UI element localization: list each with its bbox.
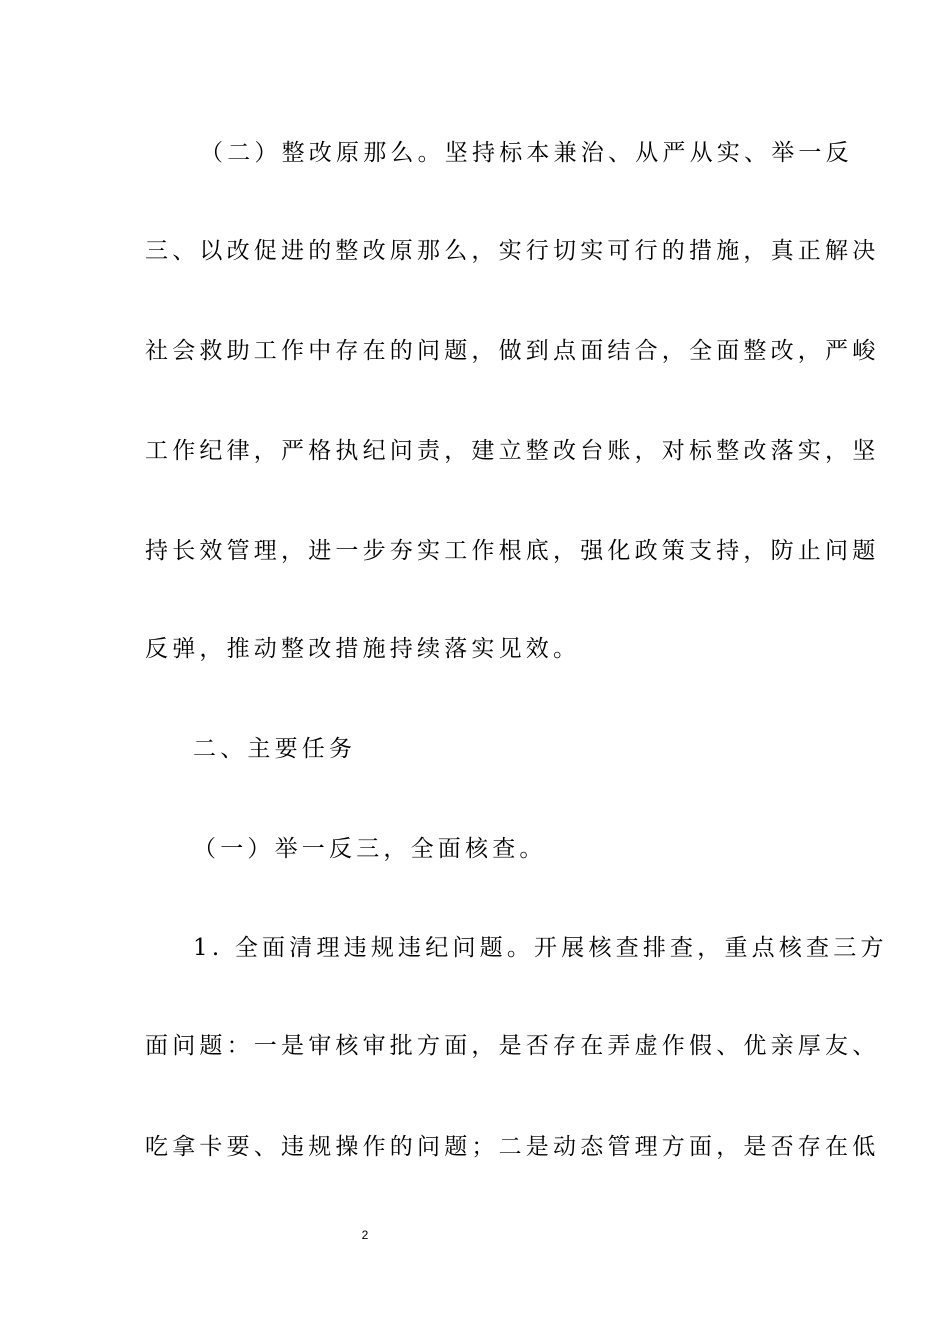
paragraph-line: 工作纪律，严格执纪问责，建立整改台账，对标整改落实，坚 <box>145 438 880 464</box>
paragraph-line: 社会救助工作中存在的问题，做到点面结合，全面整改，严峻 <box>145 338 880 364</box>
paragraph-line: 1. 全面清理违规违纪问题。开展核查排查，重点核查三方 <box>193 935 888 961</box>
page-number: 2 <box>361 1228 369 1242</box>
section-heading: 二、主要任务 <box>193 736 357 762</box>
paragraph-line: 持长效管理，进一步夯实工作根底，强化政策支持，防止问题 <box>145 538 880 564</box>
paragraph-line: 面问题：一是审核审批方面，是否存在弄虚作假、优亲厚友、 <box>145 1033 880 1059</box>
paragraph-line: 吃拿卡要、违规操作的问题；二是动态管理方面，是否存在低 <box>145 1134 880 1160</box>
subsection-heading: （一）举一反三，全面核查。 <box>193 836 547 862</box>
paragraph-line: 三、以改促进的整改原那么，实行切实可行的措施，真正解决 <box>145 238 880 264</box>
paragraph-line: 反弹，推动整改措施持续落实见效。 <box>145 636 581 662</box>
paragraph-line: （二）整改原那么。坚持标本兼治、从严从实、举一反 <box>200 140 853 166</box>
